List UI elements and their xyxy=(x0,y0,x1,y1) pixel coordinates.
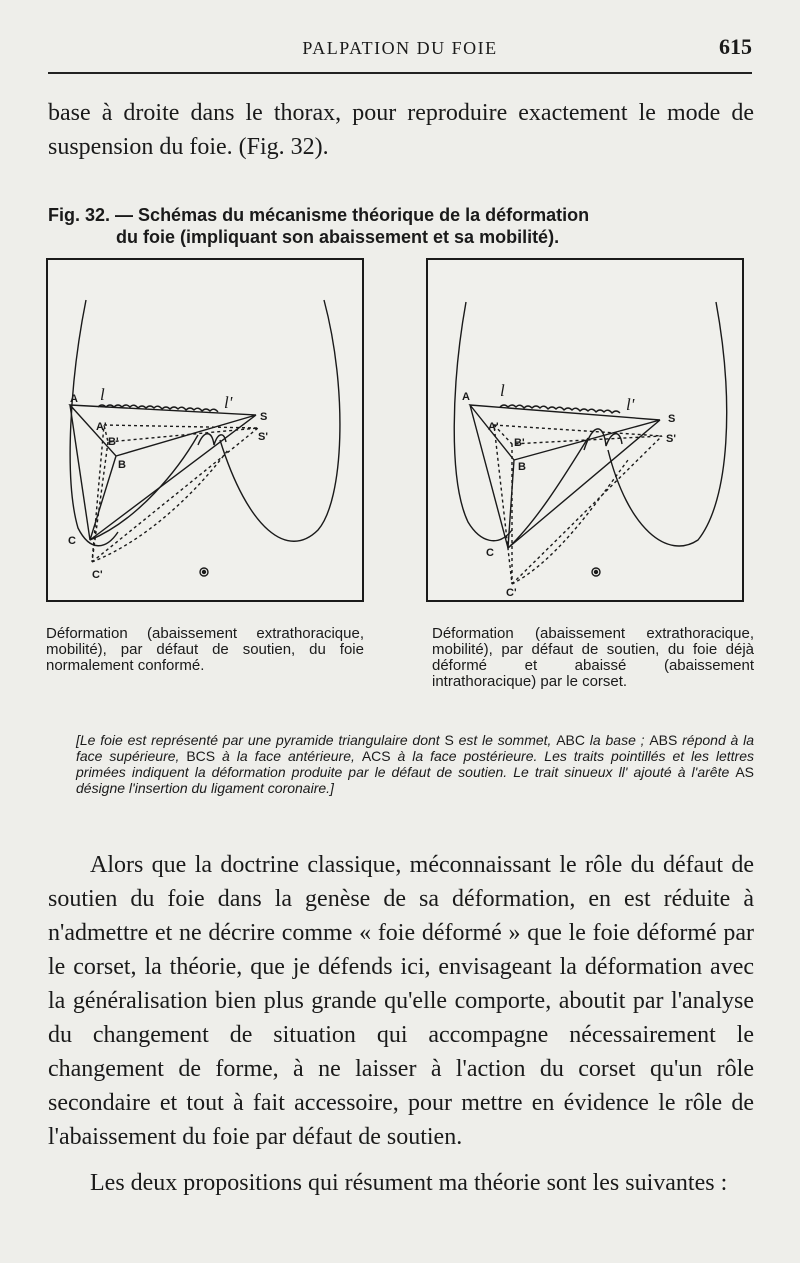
right-label-C-prime: C' xyxy=(506,587,517,599)
right-label-C: C xyxy=(486,547,494,559)
left-label-A: A xyxy=(70,393,78,405)
note-seg-6: répond à la face supérieure, xyxy=(76,732,754,764)
right-label-B: B xyxy=(518,461,526,473)
figure-caption xyxy=(48,204,754,248)
note-seg-1: S xyxy=(444,732,454,748)
body-paragraph-1: Alors que la doctrine classique, méconnaissant le rôle du défaut de soutien du foie dans la genèse de sa déformation, en est réduite à n'admettre et ne décrire comme « foie déformé » que le foie déformé par le corset, la théorie, que je défends ici, envisageant la déformation avec la généralisation bien plus grande qu'elle comporte, aboutit par l'analyse du changement de situation qui accompagne nécessairement le changement de forme, à ne laisser à l'action du corset qu'un rôle secondaire et tout à fait accessoire, pour mettre en évidence le rôle de l'abaissement du foie par défaut de soutien. xyxy=(48,852,754,1150)
right-diagram xyxy=(426,258,744,602)
left-label-S: S xyxy=(260,411,268,423)
figure-label: Fig. 32. — xyxy=(48,205,134,225)
right-diagram-svg xyxy=(428,260,742,600)
note-seg-8: à la face antérieure, xyxy=(215,748,362,764)
left-coronary-line xyxy=(98,405,218,412)
right-label-S: S xyxy=(668,413,676,425)
right-label-l-prime: l' xyxy=(626,395,635,414)
left-label-S-prime: S' xyxy=(258,431,268,443)
note-seg-3: ABC xyxy=(556,732,586,748)
page-number: 615 xyxy=(719,34,752,59)
right-subcaption: Déformation (abaissement extrathoracique, mobilité), par défaut de soutien, du foie déjà déformé et abaissé (abaissement intrathoracique) par le corset. xyxy=(432,625,754,690)
left-label-l-prime: l' xyxy=(224,393,233,412)
left-label-C: C xyxy=(68,535,76,547)
note-seg-10: à la face postérieure. Les traits pointillés et les lettres primées indiquent la déformation produite par le défaut de soutien. Le trait sinueux ll' ajouté à l'arête xyxy=(76,748,754,780)
note-seg-7: BCS xyxy=(186,748,216,764)
note-seg-12: désigne l'insertion du ligament coronaire.] xyxy=(76,780,334,796)
left-thorax-outline xyxy=(70,300,118,546)
running-header xyxy=(48,28,752,74)
note-seg-2: est le sommet, xyxy=(453,732,557,748)
note-seg-4: la base ; xyxy=(585,732,650,748)
figure-caption-line2: du foie (impliquant son abaissement et sa mobilité). xyxy=(116,227,560,247)
left-label-A-prime: A' xyxy=(96,421,107,433)
figure-note xyxy=(76,732,754,796)
note-seg-0: [Le foie est représenté par une pyramide triangulaire dont xyxy=(76,732,445,748)
note-seg-11: AS xyxy=(735,764,754,780)
right-label-A: A xyxy=(462,391,470,403)
left-subcaption: Déformation (abaissement extrathoracique, mobilité), par défaut de soutien, du foie normalement conformé. xyxy=(46,625,364,674)
right-label-A-prime: A' xyxy=(488,421,499,433)
body-paragraph-2: Les deux propositions qui résument ma théorie sont les suivantes : xyxy=(90,1170,728,1196)
running-title: PALPATION DU FOIE xyxy=(302,38,498,58)
right-label-S-prime: S' xyxy=(666,433,676,445)
left-label-l: l xyxy=(100,385,105,404)
right-label-B-prime: B' xyxy=(514,437,525,449)
figure-caption-line1: Schémas du mécanisme théorique de la déformation xyxy=(138,205,590,225)
left-label-B: B xyxy=(118,459,126,471)
note-seg-5: ABS xyxy=(649,732,678,748)
left-diagram-svg xyxy=(48,260,362,600)
left-label-B-prime: B' xyxy=(108,436,119,448)
note-seg-9: ACS xyxy=(361,748,391,764)
right-label-l: l xyxy=(500,381,505,400)
left-diagram xyxy=(46,258,364,602)
left-label-C-prime: C' xyxy=(92,569,103,581)
intro-paragraph: base à droite dans le thorax, pour reproduire exactement le mode de suspension du foie. (Fig. 32). xyxy=(48,100,754,160)
